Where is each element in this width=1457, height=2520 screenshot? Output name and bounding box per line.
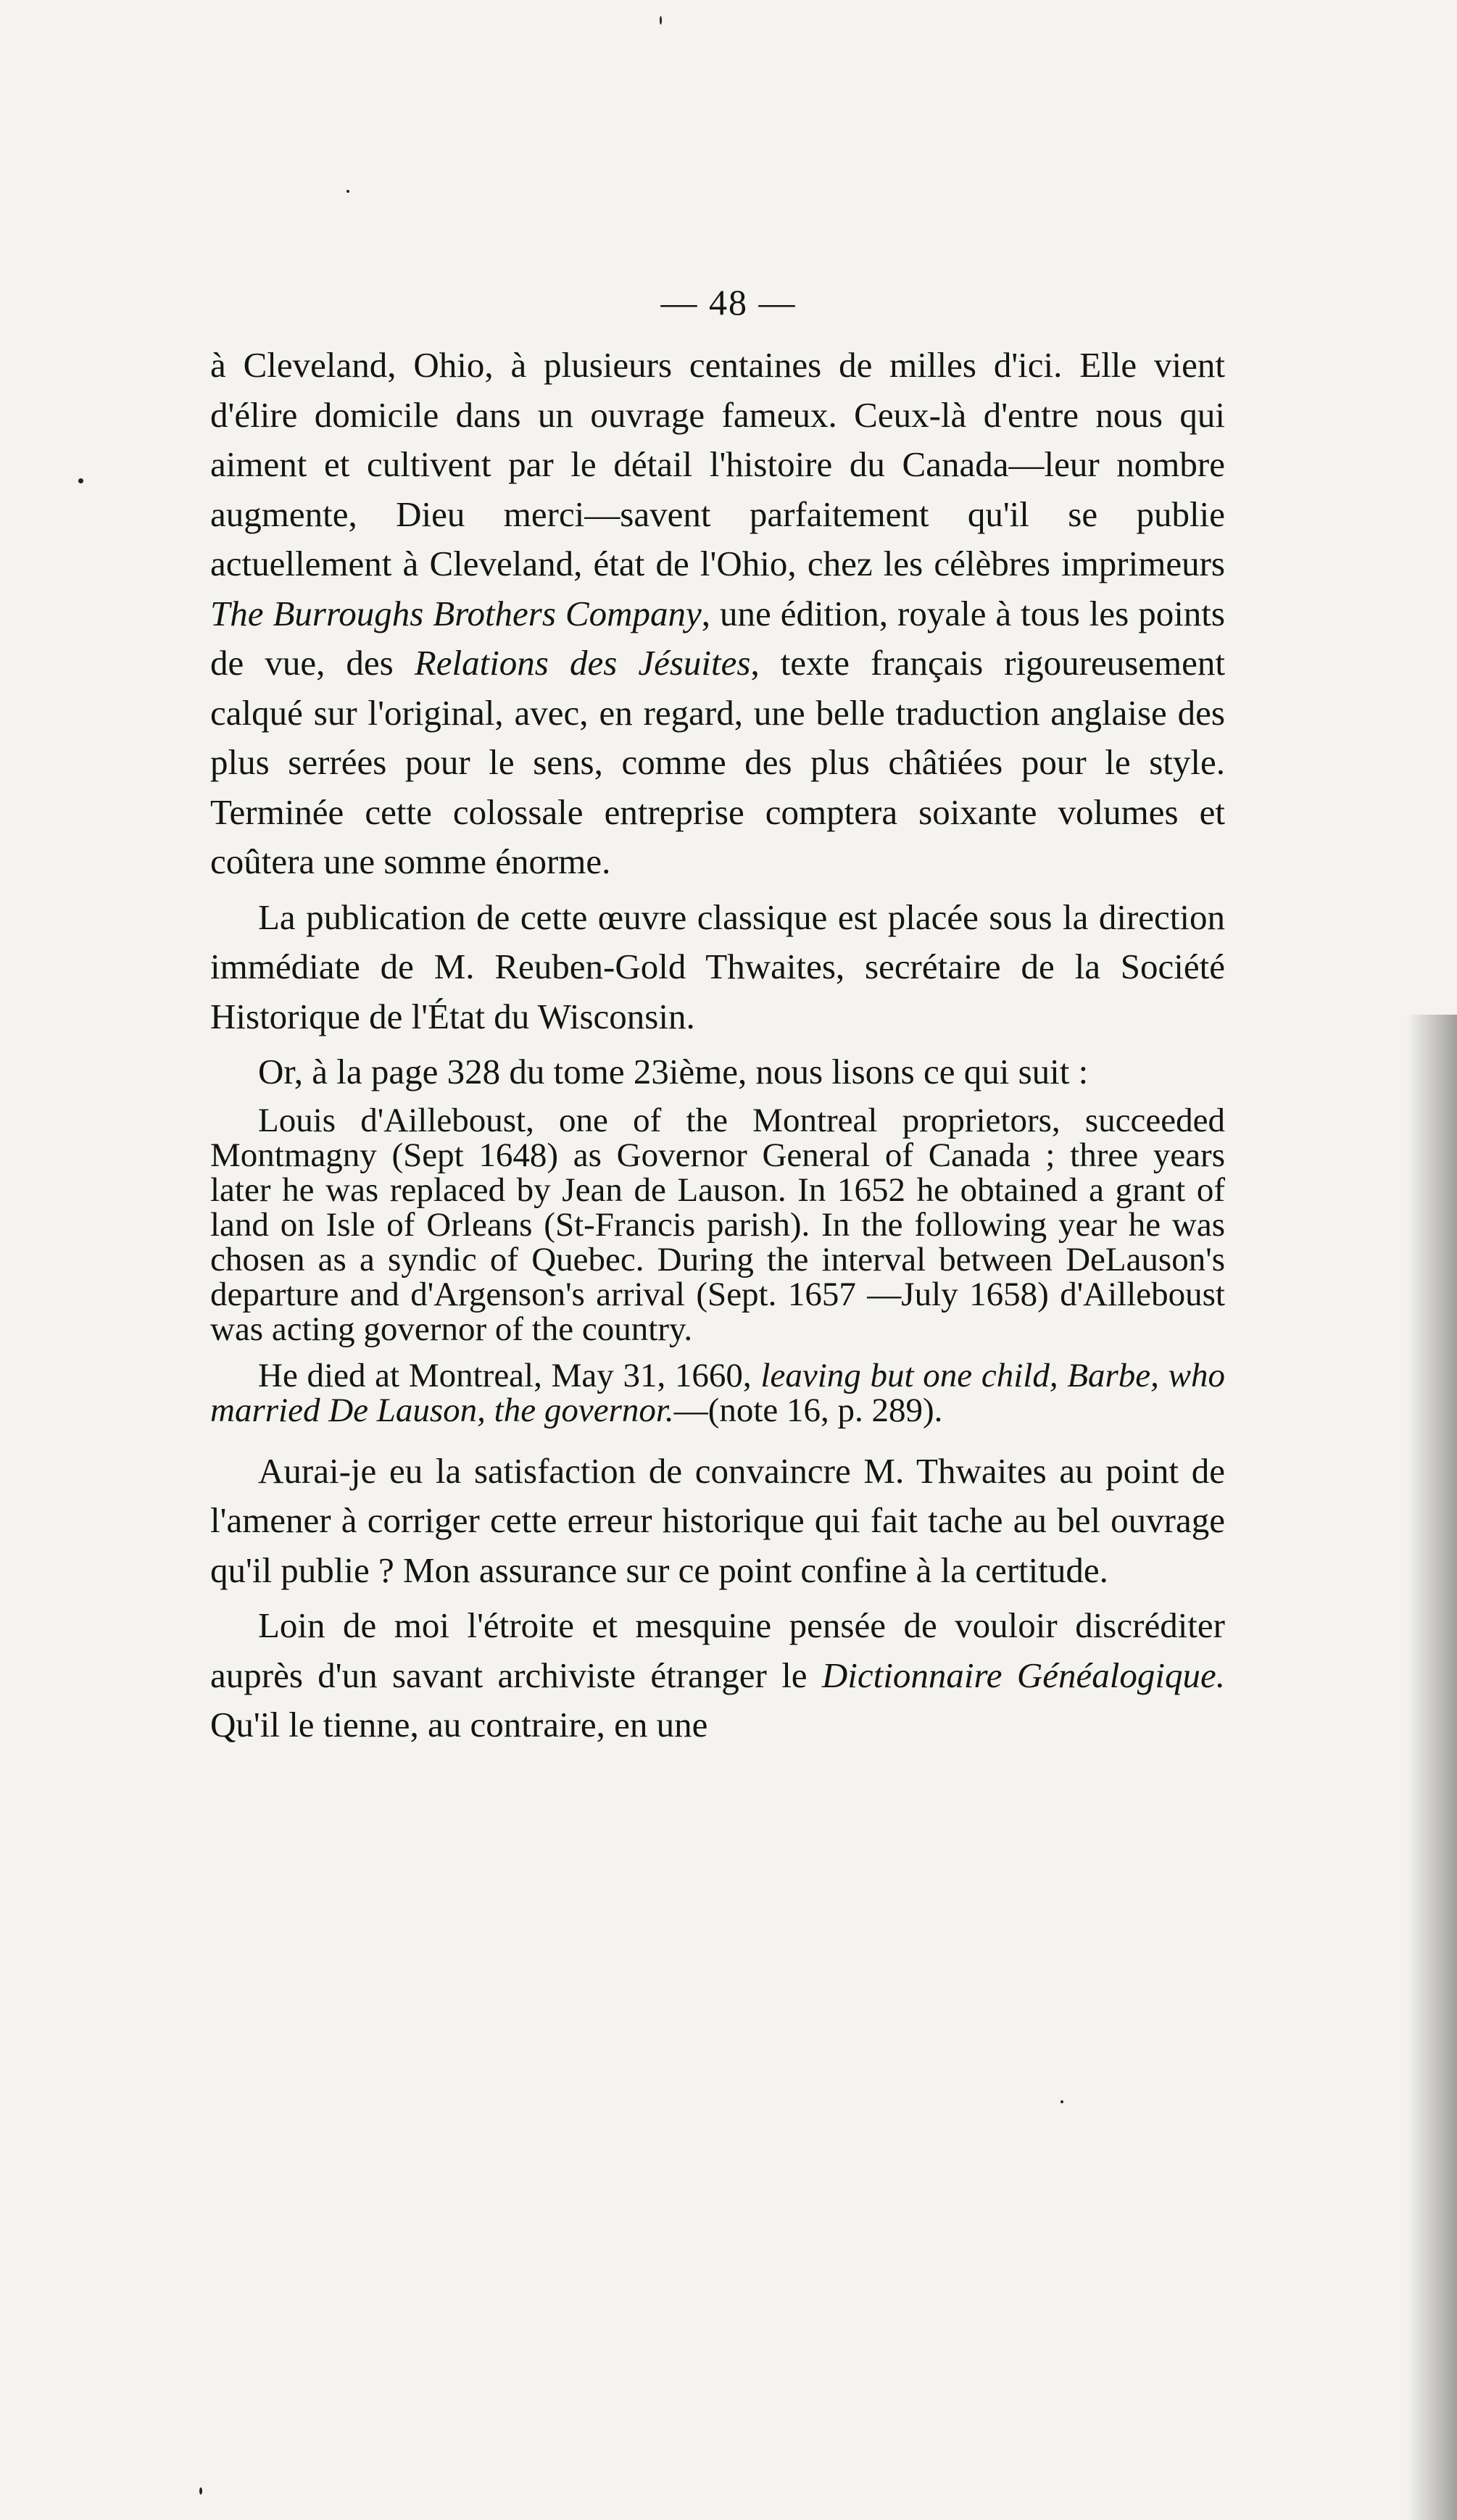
ink-speck [1060, 2100, 1063, 2103]
paragraph-4: Aurai-je eu la satisfaction de convaincre M. Thwaites au point de l'amener à corriger cette erreur historique qui fait tache au bel ouvrage qu'il publie ? Mon assurance sur ce point confine à la certitude. [210, 1450, 1225, 1590]
quotation-2-citation: —(note 16, p. 289). [673, 1391, 943, 1429]
work-title: Relations des Jésuites [414, 643, 751, 683]
publisher-name: The Burroughs Brothers Company [210, 593, 702, 633]
paragraph-1-text-start: à Cleveland, Ohio, à plusieurs centaines de milles d'ici. Elle vient d'élire domicile dans un ouvrage fameux. Ceux-là d'entre nous qui aiment et cultivent par le détail l'histoire du Canada—leur nombre augmente, Dieu merci—savent parfaitement qu'il se publie actuellement à Cleveland, état de l'Ohio, chez les célèbres imprimeurs [210, 345, 1225, 583]
paragraph-5-text-start: Loin de moi l'étroite et mesquine pensée de vouloir discréditer auprès d'un savant archiviste étranger le [210, 1605, 1225, 1695]
body-text [210, 341, 1225, 1750]
quotation-1: Louis d'Ailleboust, one of the Montreal proprietors, succeeded Montmagny (Sept 1648) as Governor General of Canada ; three years later he was replaced by Jean de Lauson. In 1652 he obtained a grant of land on Isle of Orleans (St-Francis parish). In the following year he was chosen as a syndic of Quebec. During the interval between DeLauson's departure and d'Argenson's arrival (Sept. 1657 —July 1658) d'Ailleboust was acting governor of the country. [210, 1101, 1225, 1348]
paragraph-1-text-end: , texte français rigoureusement calqué sur l'original, avec, en regard, une belle traduction anglaise des plus serrées pour le sens, comme des plus châtiées pour le style. Terminée cette colossale entreprise comptera soixante volumes et coûtera une somme énorme. [210, 643, 1225, 881]
ink-speck [199, 2487, 202, 2495]
dictionary-title: Dictionnaire Généalogique. [821, 1655, 1225, 1695]
paragraph-1 [210, 341, 1225, 887]
ink-speck [660, 16, 662, 25]
paragraph-5-text-end: Qu'il le tienne, au contraire, en une [210, 1705, 708, 1745]
page-number: — 48 — [660, 282, 797, 323]
ink-speck [346, 190, 349, 193]
paragraph-1-text-middle: , une édition, royale à tous les points de vue, des [210, 593, 1225, 683]
quotation-2-text-start: He died at Montreal, May 31, 1660, [258, 1356, 761, 1394]
page-edge-shadow [1406, 1015, 1457, 2520]
quotation-2 [210, 1358, 1225, 1428]
quotation-2-italic: leaving but one child, Barbe, who married De Lauson, the governor. [210, 1356, 1225, 1429]
ink-speck [78, 478, 83, 483]
paragraph-2: La publication de cette œuvre classique est placée sous la direction immédiate de M. Reuben-Gold Thwaites, secrétaire de la Société Historique de l'État du Wisconsin. [210, 897, 1225, 1036]
paragraph-5 [210, 1601, 1225, 1750]
paragraph-3: Or, à la page 328 du tome 23ième, nous lisons ce qui suit : [258, 1052, 1089, 1091]
